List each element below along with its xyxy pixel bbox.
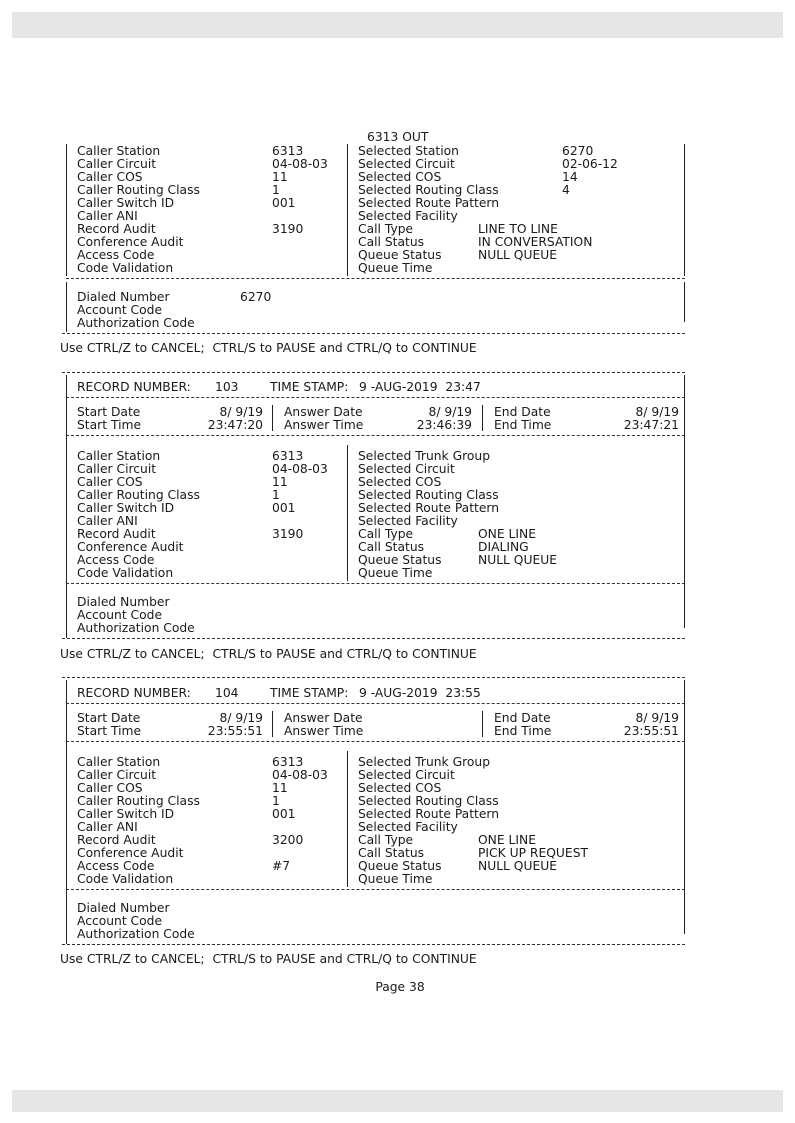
caller-station-label: Caller Station (77, 449, 161, 463)
caller-switch-label: Caller Switch ID (77, 196, 175, 210)
page-number: Page 38 (375, 980, 425, 994)
selected-trunk-group-label: Selected Trunk Group (358, 755, 491, 769)
queue-time-label: Queue Time (358, 261, 433, 275)
caller-switch-value: 001 (272, 501, 296, 515)
selected-routing-value: 4 (562, 183, 570, 197)
dialed-number-label: Dialed Number (77, 595, 170, 609)
column-divider (272, 405, 273, 431)
caller-switch-label: Caller Switch ID (77, 807, 175, 821)
caller-cos-value: 11 (272, 781, 288, 795)
record-audit-label: Record Audit (77, 833, 156, 847)
record-number-value: 104 (215, 686, 239, 700)
selected-routing-label: Selected Routing Class (358, 488, 499, 502)
answer-time-label: Answer Time (284, 418, 364, 432)
code-validation-label: Code Validation (77, 261, 174, 275)
separator (66, 278, 685, 279)
selected-circuit-label: Selected Circuit (358, 157, 455, 171)
caller-routing-value: 1 (272, 794, 280, 808)
queue-time-label: Queue Time (358, 566, 433, 580)
cancel-instructions: Use CTRL/Z to CANCEL; CTRL/S to PAUSE and CTRL/Q to CONTINUE (60, 952, 477, 966)
call-type-label: Call Type (358, 527, 414, 541)
caller-station-value: 6313 (272, 144, 304, 158)
call-status-label: Call Status (358, 235, 425, 249)
authorization-code-label: Authorization Code (77, 621, 195, 635)
call-status-value: DIALING (478, 540, 529, 554)
end-time-value: 23:47:21 (623, 418, 679, 432)
selected-station-label: Selected Station (358, 144, 459, 158)
right-border (684, 282, 685, 322)
left-border (66, 144, 67, 276)
call-type-value: ONE LINE (478, 833, 537, 847)
column-divider (347, 144, 348, 276)
caller-circuit-value: 04-08-03 (272, 768, 328, 782)
separator (62, 638, 685, 639)
caller-station-value: 6313 (272, 755, 304, 769)
access-code-label: Access Code (77, 248, 155, 262)
call-status-label: Call Status (358, 540, 425, 554)
record-audit-label: Record Audit (77, 222, 156, 236)
right-border (684, 144, 685, 276)
left-border (66, 282, 67, 332)
selected-station-value: 6270 (562, 144, 594, 158)
start-time-label: Start Time (77, 418, 142, 432)
code-validation-label: Code Validation (77, 872, 174, 886)
end-time-value: 23:55:51 (623, 724, 679, 738)
column-divider (482, 405, 483, 431)
call-status-value: PICK UP REQUEST (478, 846, 589, 860)
caller-cos-label: Caller COS (77, 781, 143, 795)
record-audit-value: 3190 (272, 527, 304, 541)
answer-date-label: Answer Date (284, 405, 363, 419)
selected-route-pattern-label: Selected Route Pattern (358, 807, 500, 821)
answer-time-label: Answer Time (284, 724, 364, 738)
queue-status-value: NULL QUEUE (478, 248, 558, 262)
call-type-value: LINE TO LINE (478, 222, 558, 236)
selected-cos-label: Selected COS (358, 781, 442, 795)
caller-ani-label: Caller ANI (77, 209, 138, 223)
separator (66, 741, 685, 742)
separator (62, 944, 685, 945)
left-border (66, 375, 67, 638)
caller-station-value: 6313 (272, 449, 304, 463)
right-border (684, 375, 685, 628)
conference-audit-label: Conference Audit (77, 540, 184, 554)
account-code-label: Account Code (77, 303, 163, 317)
answer-time-value: 23:46:39 (416, 418, 472, 432)
caller-circuit-value: 04-08-03 (272, 462, 328, 476)
separator (66, 889, 685, 890)
caller-circuit-label: Caller Circuit (77, 768, 157, 782)
caller-cos-value: 11 (272, 475, 288, 489)
caller-switch-value: 001 (272, 196, 296, 210)
start-time-label: Start Time (77, 724, 142, 738)
authorization-code-label: Authorization Code (77, 927, 195, 941)
start-date-value: 8/ 9/19 (219, 711, 263, 725)
caller-circuit-value: 04-08-03 (272, 157, 328, 171)
caller-station-label: Caller Station (77, 144, 161, 158)
left-border (66, 680, 67, 944)
time-stamp-value: 9 -AUG-2019 23:55 (359, 686, 481, 700)
queue-status-value: NULL QUEUE (478, 553, 558, 567)
selected-routing-label: Selected Routing Class (358, 794, 499, 808)
call-type-label: Call Type (358, 833, 414, 847)
account-code-label: Account Code (77, 914, 163, 928)
call-type-label: Call Type (358, 222, 414, 236)
column-divider (482, 711, 483, 737)
caller-routing-label: Caller Routing Class (77, 488, 200, 502)
selected-cos-label: Selected COS (358, 475, 442, 489)
selected-facility-label: Selected Facility (358, 514, 458, 528)
start-date-label: Start Date (77, 711, 141, 725)
selected-routing-label: Selected Routing Class (358, 183, 499, 197)
queue-status-label: Queue Status (358, 859, 442, 873)
authorization-code-label: Authorization Code (77, 316, 195, 330)
end-time-label: End Time (494, 418, 552, 432)
caller-switch-label: Caller Switch ID (77, 501, 175, 515)
end-date-label: End Date (494, 711, 551, 725)
caller-station-label: Caller Station (77, 755, 161, 769)
record-audit-value: 3200 (272, 833, 304, 847)
end-time-label: End Time (494, 724, 552, 738)
caller-circuit-label: Caller Circuit (77, 157, 157, 171)
time-stamp-value: 9 -AUG-2019 23:47 (359, 380, 481, 394)
code-validation-label: Code Validation (77, 566, 174, 580)
caller-ani-label: Caller ANI (77, 820, 138, 834)
separator (66, 583, 685, 584)
record-number-label: RECORD NUMBER: (77, 380, 191, 394)
caller-switch-value: 001 (272, 807, 296, 821)
selected-circuit-value: 02-06-12 (562, 157, 618, 171)
start-date-value: 8/ 9/19 (219, 405, 263, 419)
selected-cos-value: 14 (562, 170, 578, 184)
cancel-instructions: Use CTRL/Z to CANCEL; CTRL/S to PAUSE and CTRL/Q to CONTINUE (60, 341, 477, 355)
access-code-label: Access Code (77, 859, 155, 873)
answer-date-label: Answer Date (284, 711, 363, 725)
dialed-number-label: Dialed Number (77, 901, 170, 915)
call-status-label: Call Status (358, 846, 425, 860)
queue-status-value: NULL QUEUE (478, 859, 558, 873)
queue-status-label: Queue Status (358, 553, 442, 567)
record-audit-value: 3190 (272, 222, 304, 236)
caller-routing-label: Caller Routing Class (77, 183, 200, 197)
time-stamp-label: TIME STAMP: (270, 380, 349, 394)
header-top: 6313 OUT (367, 130, 429, 144)
selected-facility-label: Selected Facility (358, 820, 458, 834)
answer-date-value: 8/ 9/19 (428, 405, 472, 419)
column-divider (347, 751, 348, 887)
account-code-label: Account Code (77, 608, 163, 622)
queue-status-label: Queue Status (358, 248, 442, 262)
record-audit-label: Record Audit (77, 527, 156, 541)
call-status-value: IN CONVERSATION (478, 235, 593, 249)
separator (62, 333, 685, 334)
selected-circuit-label: Selected Circuit (358, 462, 455, 476)
conference-audit-label: Conference Audit (77, 235, 184, 249)
cancel-instructions: Use CTRL/Z to CANCEL; CTRL/S to PAUSE and CTRL/Q to CONTINUE (60, 647, 477, 661)
selected-route-pattern-label: Selected Route Pattern (358, 501, 500, 515)
conference-audit-label: Conference Audit (77, 846, 184, 860)
record-number-label: RECORD NUMBER: (77, 686, 191, 700)
end-date-label: End Date (494, 405, 551, 419)
caller-cos-label: Caller COS (77, 170, 143, 184)
separator (66, 703, 685, 704)
selected-cos-label: Selected COS (358, 170, 442, 184)
call-type-value: ONE LINE (478, 527, 537, 541)
caller-routing-value: 1 (272, 488, 280, 502)
separator (66, 397, 685, 398)
caller-cos-value: 11 (272, 170, 288, 184)
end-date-value: 8/ 9/19 (635, 405, 679, 419)
selected-facility-label: Selected Facility (358, 209, 458, 223)
access-code-value: #7 (272, 859, 291, 873)
caller-cos-label: Caller COS (77, 475, 143, 489)
caller-ani-label: Caller ANI (77, 514, 138, 528)
selected-route-pattern-label: Selected Route Pattern (358, 196, 500, 210)
record-number-value: 103 (215, 380, 239, 394)
dialed-number-value: 6270 (240, 290, 272, 304)
column-divider (272, 711, 273, 737)
separator (66, 435, 685, 436)
start-time-value: 23:47:20 (207, 418, 263, 432)
time-stamp-label: TIME STAMP: (270, 686, 349, 700)
separator (62, 677, 685, 678)
separator (62, 372, 685, 373)
start-date-label: Start Date (77, 405, 141, 419)
caller-circuit-label: Caller Circuit (77, 462, 157, 476)
selected-circuit-label: Selected Circuit (358, 768, 455, 782)
right-border (684, 680, 685, 934)
end-date-value: 8/ 9/19 (635, 711, 679, 725)
caller-routing-label: Caller Routing Class (77, 794, 200, 808)
access-code-label: Access Code (77, 553, 155, 567)
caller-routing-value: 1 (272, 183, 280, 197)
queue-time-label: Queue Time (358, 872, 433, 886)
selected-trunk-group-label: Selected Trunk Group (358, 449, 491, 463)
dialed-number-label: Dialed Number (77, 290, 170, 304)
start-time-value: 23:55:51 (207, 724, 263, 738)
column-divider (347, 445, 348, 581)
